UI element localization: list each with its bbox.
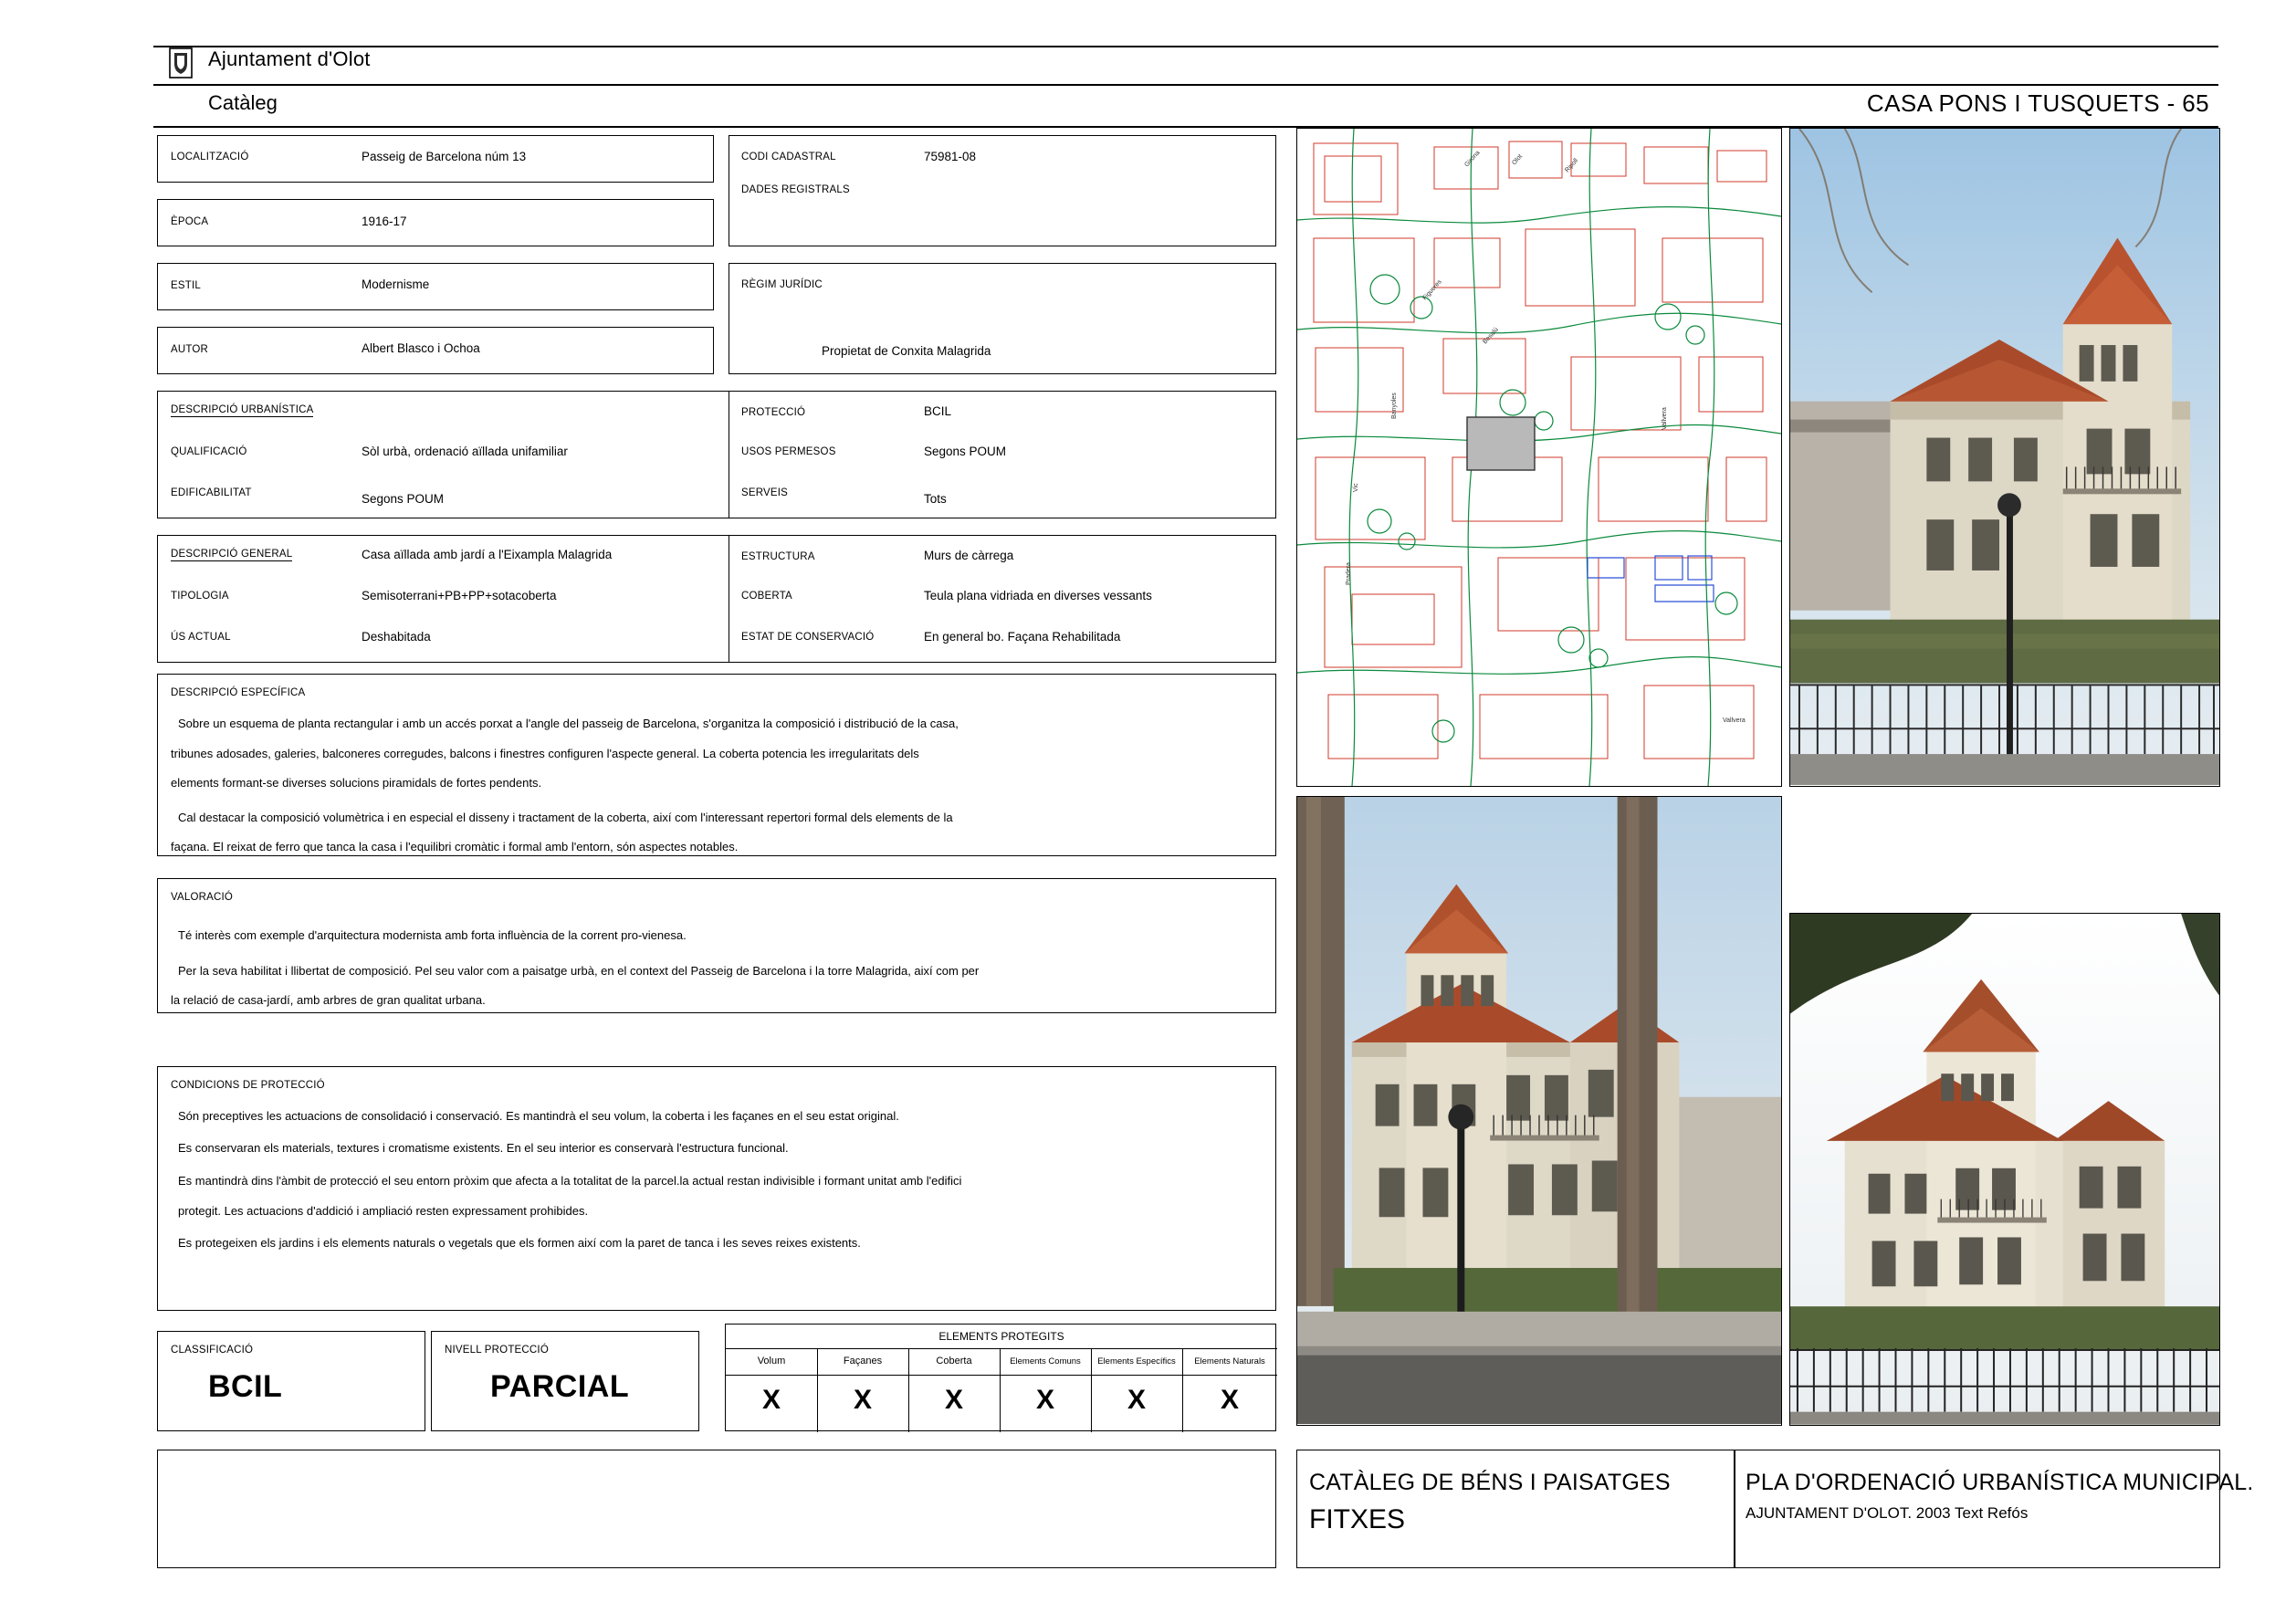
svg-text:Besalú: Besalú xyxy=(1482,326,1500,346)
estil-box xyxy=(157,263,714,310)
estat-conservacio-label: ESTAT DE CONSERVACIÓ xyxy=(741,632,875,643)
descripcio-urbanistica-title: DESCRIPCIÓ URBANÍSTICA xyxy=(171,404,314,415)
epoca-value: 1916-17 xyxy=(362,215,407,228)
estil-label: ESTIL xyxy=(171,280,201,291)
epoca-label: ÈPOCA xyxy=(171,216,209,227)
svg-text:Vallvera: Vallvera xyxy=(1662,407,1668,430)
cadastral-map-svg xyxy=(1297,129,1781,786)
especifica-p1-line2: tribunes adosades, galeries, balconeres corregudes, balcons i finestres configuren l'aspecte general. La coberta potencia les irregularitats dels xyxy=(171,747,919,760)
municipality-title: Ajuntament d'Olot xyxy=(208,47,371,70)
footer-pla-line: PLA D'ORDENACIÓ URBANÍSTICA MUNICIPAL. xyxy=(1746,1470,2254,1495)
us-actual-label: ÚS ACTUAL xyxy=(171,632,231,643)
photo-street-view xyxy=(1296,796,1782,1426)
especifica-p2-line1: Cal destacar la composició volumètrica i en especial el disseny i tractament de la coberta, així com l'interessant repertori formal dels elements de la xyxy=(178,811,953,824)
cadastral-map-drawing xyxy=(1297,129,1781,786)
estructura-value: Murs de càrrega xyxy=(924,549,1014,562)
autor-value: Albert Blasco i Ochoa xyxy=(362,341,480,355)
footer-left-box xyxy=(157,1450,1276,1568)
footer-ajuntament-line: AJUNTAMENT D'OLOT. 2003 Text Refós xyxy=(1746,1504,2029,1522)
condicions-proteccio-box xyxy=(157,1066,1276,1311)
svg-text:Pradera: Pradera xyxy=(1346,562,1352,585)
estat-conservacio-value: En general bo. Façana Rehabilitada xyxy=(924,630,1121,644)
us-actual-value: Deshabitada xyxy=(362,630,431,644)
mark-coberta: X xyxy=(944,1385,963,1415)
coat-of-arms-icon xyxy=(169,47,193,79)
catalog-label: Catàleg xyxy=(208,91,278,114)
descripcio-urbanistica-box xyxy=(157,391,1276,518)
column-header-coberta: Coberta xyxy=(936,1356,972,1366)
especifica-p1-line1: Sobre un esquema de planta rectangular i amb un accés porxat a l'angle del passeig de Barcelona, s'organitza la composició i distribució de la casa, xyxy=(178,717,959,730)
table-rule-1 xyxy=(726,1348,1277,1349)
proteccio-label: PROTECCIÓ xyxy=(741,407,806,418)
sheet-title: CASA PONS I TUSQUETS - 65 xyxy=(1866,89,2209,117)
estil-value: Modernisme xyxy=(362,277,430,291)
autor-label: AUTOR xyxy=(171,344,209,355)
table-rule-2 xyxy=(726,1375,1277,1376)
column-header-elements-naturals: Elements Naturals xyxy=(1194,1356,1265,1366)
qualificacio-label: QUALIFICACIÓ xyxy=(171,446,247,457)
svg-text:Figueres: Figueres xyxy=(1421,278,1443,302)
estructura-label: ESTRUCTURA xyxy=(741,551,815,562)
column-header-elements-especifics: Elements Específics xyxy=(1097,1356,1176,1366)
footer-cataleg-line: CATÀLEG DE BÉNS I PAISATGES xyxy=(1309,1470,1671,1495)
condicions-line3: Es mantindrà dins l'àmbit de protecció el seu entorn pròxim que afecta a la totalitat de la parcel.la actual restan indivisible i formant unitat amb l'edifici xyxy=(178,1174,962,1188)
photo-street-view-image xyxy=(1297,797,1781,1424)
serveis-label: SERVEIS xyxy=(741,487,789,498)
regim-juridic-value: Propietat de Conxita Malagrida xyxy=(822,344,991,358)
localitzacio-value: Passeig de Barcelona núm 13 xyxy=(362,150,527,163)
elements-protegits-title: ELEMENTS PROTEGITS xyxy=(938,1330,1064,1343)
valoracio-title: VALORACIÓ xyxy=(171,892,234,903)
coberta-label: COBERTA xyxy=(741,591,792,602)
descripcio-especifica-title: DESCRIPCIÓ ESPECÍFICA xyxy=(171,687,306,698)
usos-permesos-value: Segons POUM xyxy=(924,445,1007,458)
photo-corner-view-image xyxy=(1790,914,2219,1425)
proteccio-value: BCIL xyxy=(924,404,952,418)
mark-elements-comuns: X xyxy=(1035,1385,1054,1415)
descripcio-especifica-box xyxy=(157,674,1276,856)
dades-registrals-label: DADES REGISTRALS xyxy=(741,184,850,195)
condicions-line2: Es conservaran els materials, textures i cromatisme existents. En el seu interior es conservarà l'estructura funcional. xyxy=(178,1141,789,1155)
column-header-elements-comuns: Elements Comuns xyxy=(1010,1356,1081,1366)
svg-text:Ripoll: Ripoll xyxy=(1564,157,1580,174)
condicions-line1: Són preceptives les actuacions de consolidació i conservació. Es mantindrà el seu volum, la coberta i les façanes en el seu estat original. xyxy=(178,1109,899,1123)
nivell-proteccio-value: PARCIAL xyxy=(490,1369,630,1404)
elements-protegits-table xyxy=(725,1324,1276,1431)
header-top-rule xyxy=(153,46,2218,47)
classificacio-value: BCIL xyxy=(208,1369,283,1404)
svg-text:Vic: Vic xyxy=(1353,483,1359,492)
descripcio-general-value: Casa aïllada amb jardí a l'Eixampla Malagrida xyxy=(362,548,613,561)
footer-fitxes: FITXES xyxy=(1309,1504,1406,1534)
svg-text:Banyoles: Banyoles xyxy=(1391,393,1398,419)
codi-cadastral-value: 75981-08 xyxy=(924,150,977,163)
localitzacio-label: LOCALITZACIÓ xyxy=(171,152,249,162)
classificacio-label: CLASSIFICACIÓ xyxy=(171,1345,254,1356)
photo-main-facade xyxy=(1789,128,2220,787)
tipologia-value: Semisoterrani+PB+PP+sotacoberta xyxy=(362,589,557,602)
valoracio-line1: Té interès com exemple d'arquitectura modernista amb forta influència de la corrent pro-vienesa. xyxy=(178,928,687,942)
qualificacio-value: Sòl urbà, ordenació aïllada unifamiliar xyxy=(362,445,568,458)
cadastral-map xyxy=(1296,128,1782,787)
condicions-line5: Es protegeixen els jardins i els elements naturals o vegetals que els formen així com la paret de tanca i les seves reixes existents. xyxy=(178,1236,861,1250)
especifica-p1-line3: elements formant-se diverses solucions piramidals de fortes pendents. xyxy=(171,776,542,790)
descripcio-general-title: DESCRIPCIÓ GENERAL xyxy=(171,549,293,560)
edificabilitat-label: EDIFICABILITAT xyxy=(171,487,252,498)
condicions-proteccio-title: CONDICIONS DE PROTECCIÓ xyxy=(171,1080,325,1091)
condicions-line4: protegit. Les actuacions d'addició i ampliació resten expressament prohibides. xyxy=(178,1204,589,1218)
photo-corner-view xyxy=(1789,913,2220,1426)
serveis-value: Tots xyxy=(924,492,947,506)
column-header-facanes: Façanes xyxy=(843,1356,883,1366)
valoracio-line2: Per la seva habilitat i llibertat de composició. Pel seu valor com a paisatge urbà, en el context del Passeig de Barcelona i la torre Malagrida, així com per xyxy=(178,964,980,978)
usos-permesos-label: USOS PERMESOS xyxy=(741,446,836,457)
nivell-proteccio-label: NIVELL PROTECCIÓ xyxy=(445,1345,549,1356)
tipologia-label: TIPOLOGIA xyxy=(171,591,229,602)
svg-text:Olot: Olot xyxy=(1511,153,1525,167)
svg-text:Vallvera: Vallvera xyxy=(1723,717,1746,724)
codi-cadastral-label: CODI CADASTRAL xyxy=(741,152,836,162)
epoca-box xyxy=(157,199,714,246)
mark-elements-especifics: X xyxy=(1127,1385,1146,1415)
edificabilitat-value: Segons POUM xyxy=(362,492,445,506)
header-mid-rule xyxy=(153,84,2218,86)
mark-volum: X xyxy=(761,1385,781,1415)
mark-facanes: X xyxy=(853,1385,872,1415)
valoracio-line3: la relació de casa-jardí, amb arbres de gran qualitat urbana. xyxy=(171,993,486,1007)
mark-elements-naturals: X xyxy=(1220,1385,1239,1415)
especifica-p2-line2: façana. El reixat de ferro que tanca la casa i l'equilibri cromàtic i formal amb l'entorn, són aspectes notables. xyxy=(171,840,739,853)
coberta-value: Teula plana vidriada en diverses vessants xyxy=(924,589,1152,602)
svg-text:Girona: Girona xyxy=(1463,150,1482,169)
regim-juridic-label: RÈGIM JURÍDIC xyxy=(741,279,823,290)
column-header-volum: Volum xyxy=(757,1356,786,1366)
photo-main-facade-image xyxy=(1790,129,2219,785)
